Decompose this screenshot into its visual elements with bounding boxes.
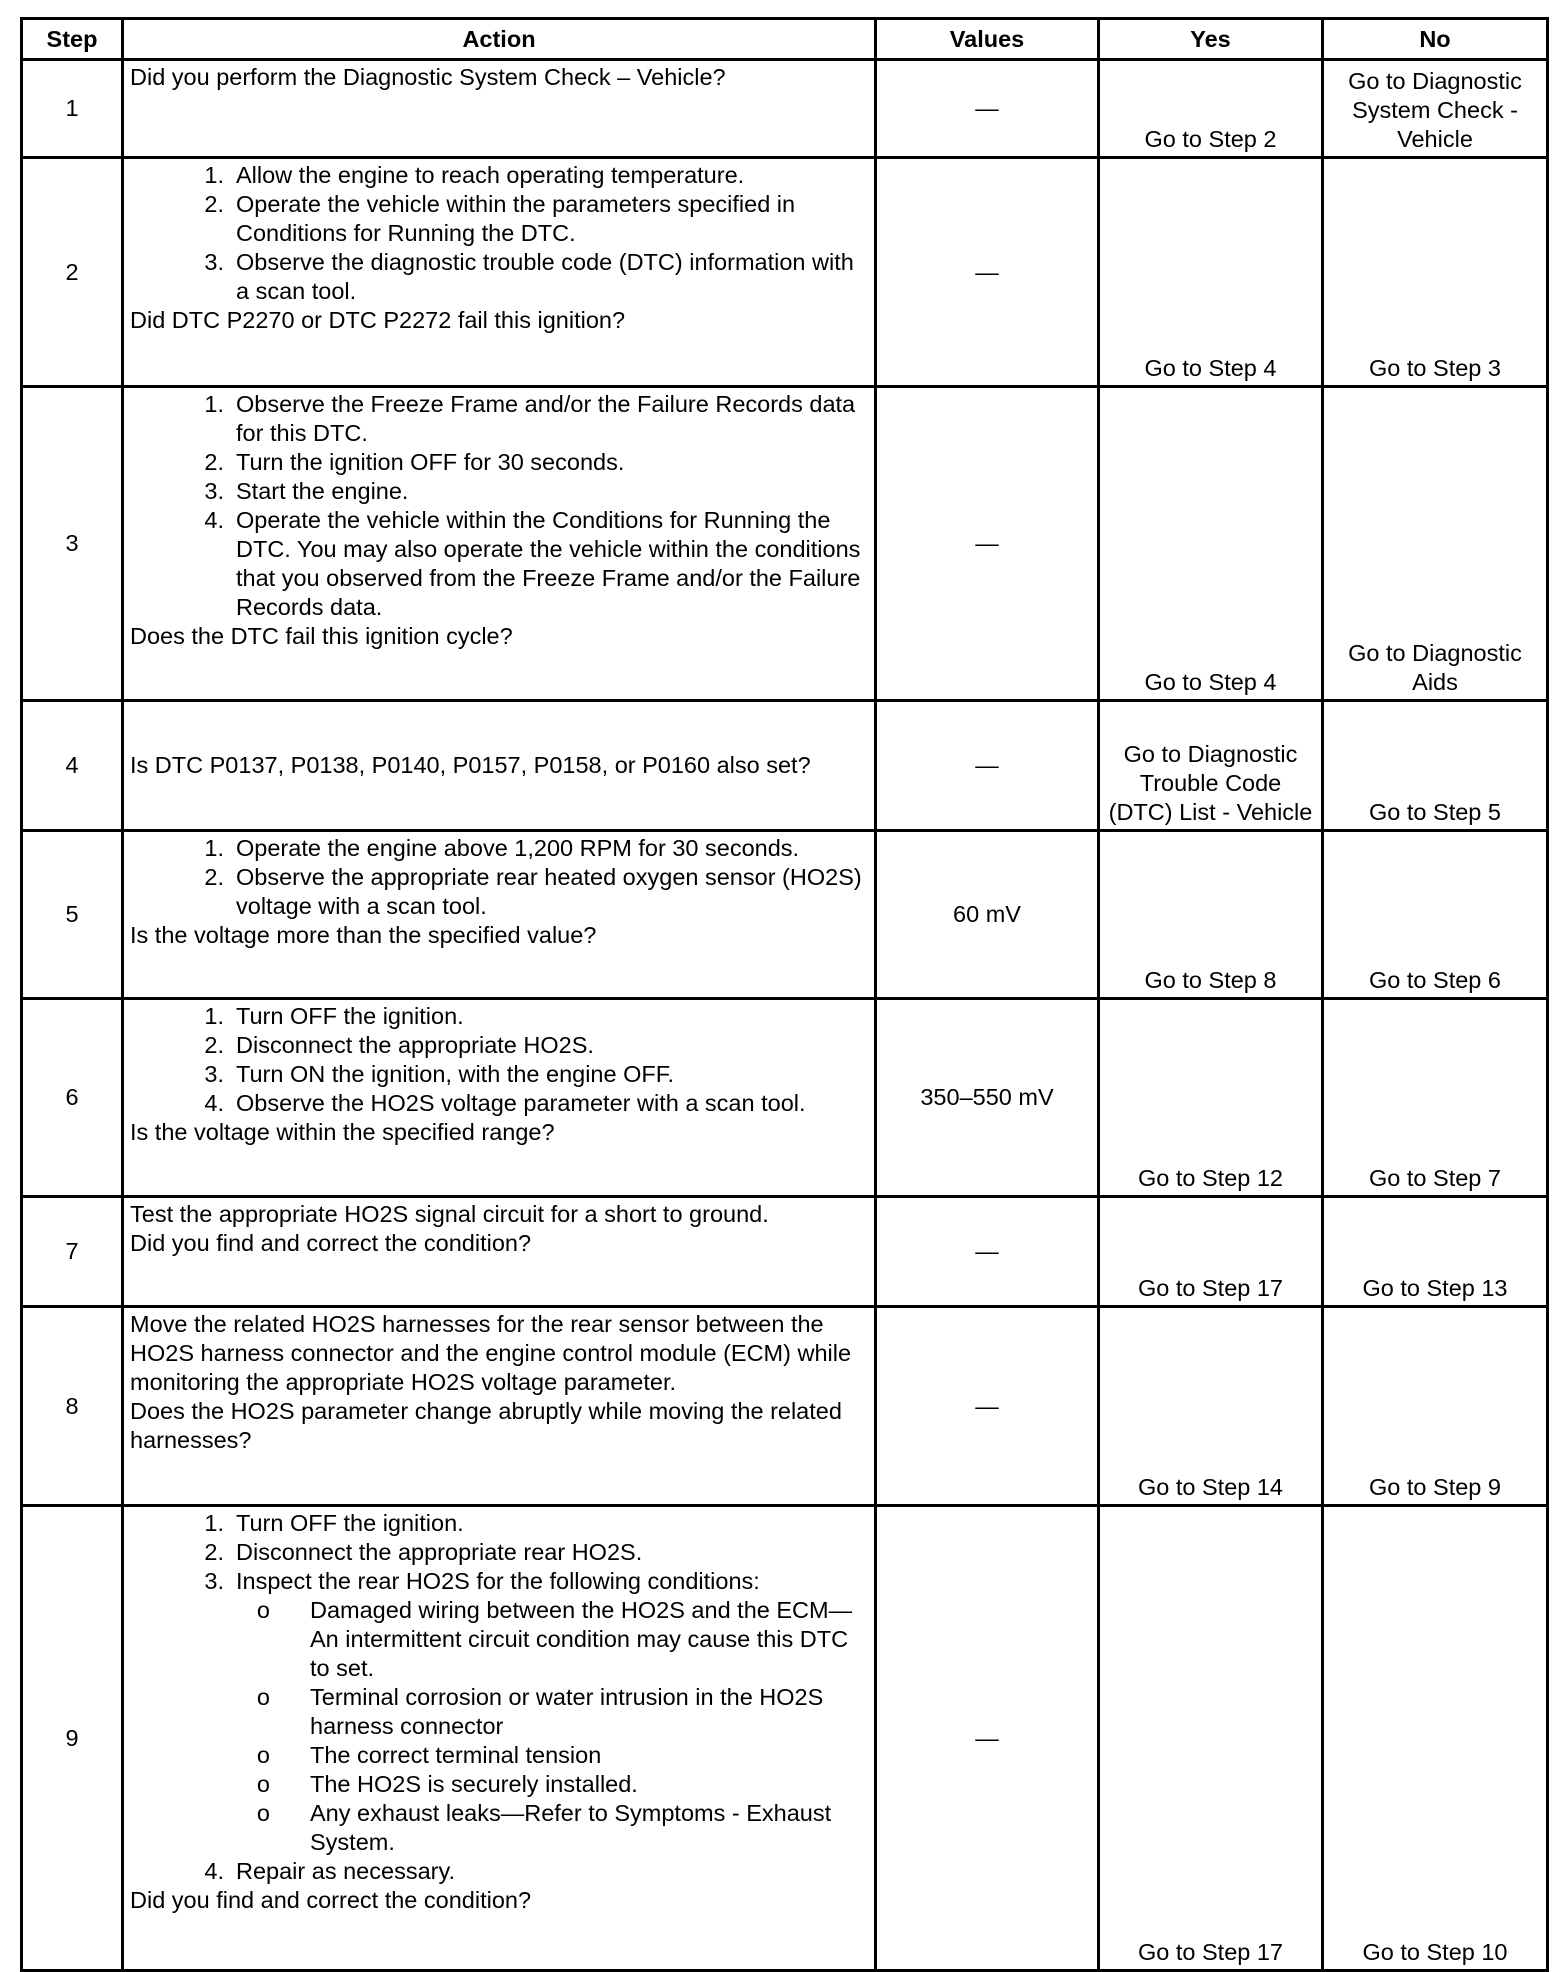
question-text: Is DTC P0137, P0138, P0140, P0157, P0158, or P0160 also set? xyxy=(130,752,811,778)
no-cell: Go to Diagnostic Aids xyxy=(1323,387,1548,701)
yes-cell: Go to Step 4 xyxy=(1099,158,1323,387)
values-cell: — xyxy=(876,1197,1099,1307)
values-cell: 60 mV xyxy=(876,831,1099,999)
yes-cell: Go to Step 12 xyxy=(1099,999,1323,1197)
bullet-icon: o xyxy=(256,1684,270,1710)
header-no: No xyxy=(1323,19,1548,60)
condition-list xyxy=(130,1596,868,1857)
table-row xyxy=(22,1307,1548,1506)
table-row xyxy=(22,1197,1548,1307)
procedure-list xyxy=(130,390,868,622)
question-text: Did you perform the Diagnostic System Check – Vehicle? xyxy=(130,64,726,90)
step-number: 9 xyxy=(22,1506,123,1971)
action-cell xyxy=(123,1197,876,1307)
step-number: 7 xyxy=(22,1197,123,1307)
bullet-icon: o xyxy=(256,1597,270,1623)
values-cell: — xyxy=(876,158,1099,387)
yes-cell: Go to Step 17 xyxy=(1099,1506,1323,1971)
instruction-text: Move the related HO2S harnesses for the rear sensor between the HO2S harness connector and the engine control module (ECM) while monitoring the appropriate HO2S voltage parameter. xyxy=(130,1311,852,1395)
procedure-list xyxy=(130,1857,868,1886)
list-item: 3. Start the engine. xyxy=(204,478,409,504)
question-text: Did you find and correct the condition? xyxy=(130,1230,532,1256)
action-cell xyxy=(123,158,876,387)
list-item: o The correct terminal tension xyxy=(130,1741,868,1770)
table-row xyxy=(22,831,1548,999)
header-values: Values xyxy=(876,19,1099,60)
procedure-list xyxy=(130,834,868,921)
step-number: 6 xyxy=(22,999,123,1197)
yes-cell: Go to Step 8 xyxy=(1099,831,1323,999)
header-yes: Yes xyxy=(1099,19,1323,60)
list-item: 2. Turn the ignition OFF for 30 seconds. xyxy=(204,449,625,475)
values-cell: — xyxy=(876,1506,1099,1971)
bullet-icon: o xyxy=(256,1771,270,1797)
table-row xyxy=(22,1506,1548,1971)
question-text: Does the DTC fail this ignition cycle? xyxy=(130,623,513,649)
action-cell xyxy=(123,60,876,158)
values-cell: — xyxy=(876,387,1099,701)
list-item: 3. Observe the diagnostic trouble code (DTC) information with a scan tool. xyxy=(204,249,854,304)
action-cell xyxy=(123,387,876,701)
list-item: 4. Repair as necessary. xyxy=(204,1858,455,1884)
step-number: 3 xyxy=(22,387,123,701)
question-text: Does the HO2S parameter change abruptly while moving the related harnesses? xyxy=(130,1398,842,1453)
yes-cell: Go to Step 2 xyxy=(1099,60,1323,158)
procedure-list xyxy=(130,1002,868,1118)
values-cell: — xyxy=(876,701,1099,831)
no-cell: Go to Step 10 xyxy=(1323,1506,1548,1971)
list-item: o Terminal corrosion or water intrusion in the HO2S harness connector xyxy=(130,1683,868,1741)
step-number: 1 xyxy=(22,60,123,158)
list-item: 1. Turn OFF the ignition. xyxy=(204,1003,464,1029)
table-row xyxy=(22,158,1548,387)
values-cell: — xyxy=(876,1307,1099,1506)
bullet-icon: o xyxy=(256,1800,270,1826)
action-cell xyxy=(123,831,876,999)
yes-cell: Go to Step 17 xyxy=(1099,1197,1323,1307)
question-text: Did DTC P2270 or DTC P2272 fail this ignition? xyxy=(130,307,626,333)
diagnostic-table xyxy=(20,17,1549,1972)
step-number: 4 xyxy=(22,701,123,831)
list-item: o The HO2S is securely installed. xyxy=(130,1770,868,1799)
yes-cell: Go to Diagnostic Trouble Code (DTC) List - Vehicle xyxy=(1099,701,1323,831)
no-cell: Go to Step 5 xyxy=(1323,701,1548,831)
values-cell: — xyxy=(876,60,1099,158)
list-item: 1. Observe the Freeze Frame and/or the Failure Records data for this DTC. xyxy=(204,391,856,446)
no-cell: Go to Diagnostic System Check - Vehicle xyxy=(1323,60,1548,158)
list-item: 4. Operate the vehicle within the Conditions for Running the DTC. You may also operate the vehicle within the conditions that you observed from the Freeze Frame and/or the Failure Records data. xyxy=(204,507,861,620)
table-row xyxy=(22,701,1548,831)
table-row xyxy=(22,999,1548,1197)
question-text: Is the voltage within the specified range? xyxy=(130,1119,555,1145)
list-item: 2. Disconnect the appropriate rear HO2S. xyxy=(204,1539,643,1565)
list-item: 2. Observe the appropriate rear heated oxygen sensor (HO2S) voltage with a scan tool. xyxy=(204,864,862,919)
table-row xyxy=(22,60,1548,158)
list-item: 3. Inspect the rear HO2S for the following conditions: xyxy=(204,1568,760,1594)
table-row xyxy=(22,387,1548,701)
list-item: 1. Operate the engine above 1,200 RPM for 30 seconds. xyxy=(204,835,800,861)
yes-cell: Go to Step 4 xyxy=(1099,387,1323,701)
action-cell xyxy=(123,1307,876,1506)
action-cell xyxy=(123,999,876,1197)
procedure-list xyxy=(130,1509,868,1596)
list-item: 3. Turn ON the ignition, with the engine OFF. xyxy=(204,1061,675,1087)
header-action: Action xyxy=(123,19,876,60)
bullet-icon: o xyxy=(256,1742,270,1768)
question-text: Did you find and correct the condition? xyxy=(130,1887,532,1913)
step-number: 8 xyxy=(22,1307,123,1506)
values-cell: 350–550 mV xyxy=(876,999,1099,1197)
question-text: Is the voltage more than the specified value? xyxy=(130,922,597,948)
action-cell xyxy=(123,701,876,831)
no-cell: Go to Step 9 xyxy=(1323,1307,1548,1506)
no-cell: Go to Step 6 xyxy=(1323,831,1548,999)
no-cell: Go to Step 7 xyxy=(1323,999,1548,1197)
yes-cell: Go to Step 14 xyxy=(1099,1307,1323,1506)
step-number: 5 xyxy=(22,831,123,999)
no-cell: Go to Step 13 xyxy=(1323,1197,1548,1307)
header-row xyxy=(22,19,1548,60)
step-number: 2 xyxy=(22,158,123,387)
procedure-list xyxy=(130,161,868,306)
list-item: 4. Observe the HO2S voltage parameter with a scan tool. xyxy=(204,1090,806,1116)
list-item: 1. Allow the engine to reach operating temperature. xyxy=(204,162,745,188)
action-cell xyxy=(123,1506,876,1971)
list-item: 2. Operate the vehicle within the parameters specified in Conditions for Running the DTC. xyxy=(204,191,796,246)
list-item: o Damaged wiring between the HO2S and the ECM—An intermittent circuit condition may cause this DTC to set. xyxy=(130,1596,868,1683)
list-item: 2. Disconnect the appropriate HO2S. xyxy=(204,1032,594,1058)
instruction-text: Test the appropriate HO2S signal circuit for a short to ground. xyxy=(130,1201,769,1227)
list-item: o Any exhaust leaks—Refer to Symptoms - Exhaust System. xyxy=(130,1799,868,1857)
no-cell: Go to Step 3 xyxy=(1323,158,1548,387)
header-step: Step xyxy=(22,19,123,60)
list-item: 1. Turn OFF the ignition. xyxy=(204,1510,464,1536)
